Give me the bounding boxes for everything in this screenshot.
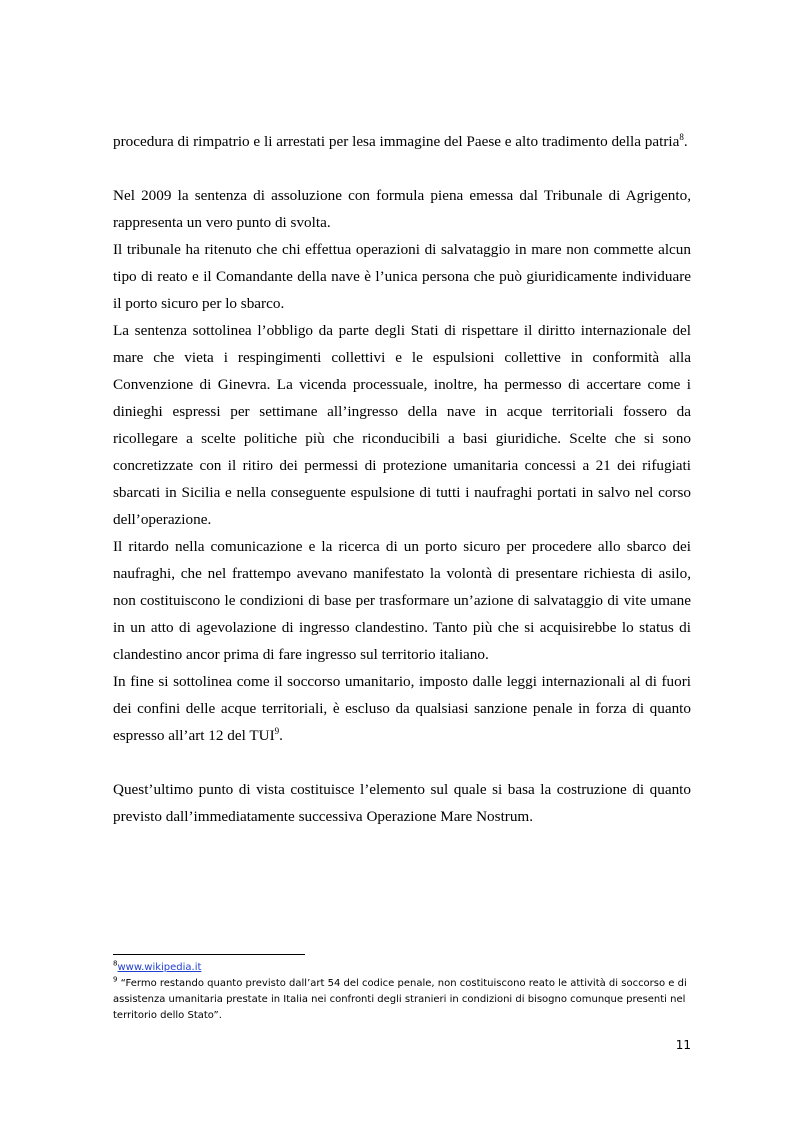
footnotes xyxy=(113,960,691,1024)
paragraph-3: Il tribunale ha ritenuto che chi effettua operazioni di salvataggio in mare non commette alcun tipo di reato e il Comandante della nave è l’unica persona che può giuridicamente individuare il porto sicuro per lo sbarco. xyxy=(113,241,691,312)
footnote-ref-8[interactable]: 8 xyxy=(679,131,684,142)
footnote-link[interactable]: www.wikipedia.it xyxy=(117,962,202,973)
page-number: 11 xyxy=(675,1038,691,1052)
footnote-number: 9 xyxy=(113,975,118,984)
paragraph-4: La sentenza sottolinea l’obbligo da parte degli Stati di rispettare il diritto internazionale del mare che vieta i respingimenti collettivi e le espulsioni collettive in conformità alla Convenzione di Ginevra. La vicenda processuale, inoltre, ha permesso di accertare come i dinieghi espressi per settimane all’ingresso della nave in acque territoriali fossero da ricollegare a scelte politiche più che riconducibili a basi giuridiche. Scelte che si sono concretizzate con il ritiro dei permessi di protezione umanitaria concessi a 21 dei rifugiati sbarcati in Sicilia e nella conseguente espulsione di tutti i naufraghi portati in salvo nel corso dell’operazione. xyxy=(113,322,691,528)
paragraph-6: In fine si sottolinea come il soccorso umanitario, imposto dalle leggi internazionali al di fuori dei confini delle acque territoriali, è escluso da qualsiasi sanzione penale in forza di quanto espresso all’art 12 del TUI$^9$. xyxy=(113,673,691,744)
paragraph-2: Nel 2009 la sentenza di assoluzione con formula piena emessa dal Tribunale di Agrigento, rappresenta un vero punto di svolta. xyxy=(113,187,691,231)
footnote-8 xyxy=(113,960,691,976)
paragraph-7: Quest’ultimo punto di vista costituisce l’elemento sul quale si basa la costruzione di quanto previsto dall’immediatamente successiva Operazione Mare Nostrum. xyxy=(113,781,691,825)
footnote-number: 8 xyxy=(113,959,118,968)
footnote-ref-9[interactable]: 9 xyxy=(274,725,280,736)
paragraph-1: procedura di rimpatrio e li arrestati per lesa immagine del Paese e alto tradimento della patria$^8$. xyxy=(113,131,688,150)
footnote-separator xyxy=(113,954,305,955)
paragraph-5: Il ritardo nella comunicazione e la ricerca di un porto sicuro per procedere allo sbarco dei naufraghi, che nel frattempo avevano manifestato la volontà di presentare richiesta di asilo, non costituiscono le condizioni di base per trasformare un’azione di salvataggio di vite umane in un atto di agevolazione di ingresso clandestino. Tanto più che si acquisirebbe lo status di clandestino ancor prima di fare ingresso sul territorio italiano. xyxy=(113,538,691,663)
body-text xyxy=(113,128,691,830)
footnote-9: $^9$ “Fermo restando quanto previsto dall’art 54 del codice penale, non costituiscono reato le attività di soccorso e di assistenza umanitaria prestate in Italia nei confronti degli stranieri in condizioni di bisogno comunque presenti nel territorio dello Stato”. xyxy=(113,975,687,1021)
